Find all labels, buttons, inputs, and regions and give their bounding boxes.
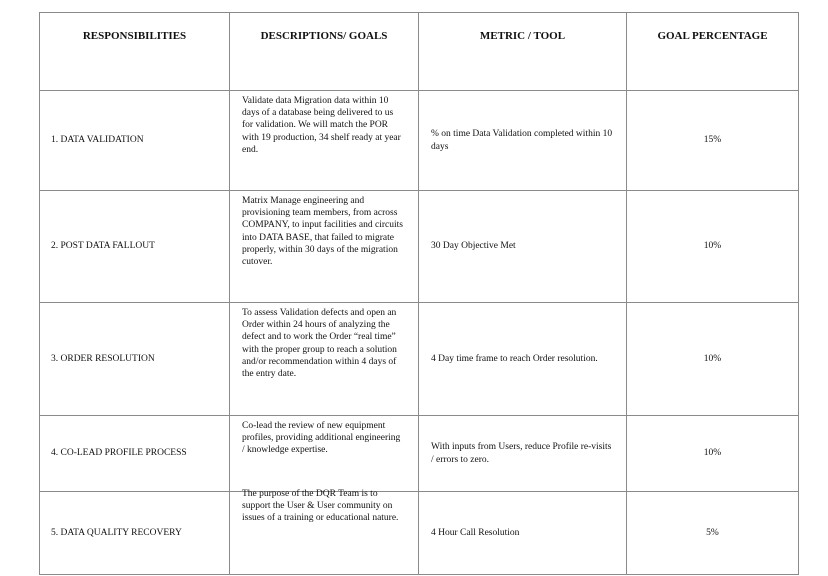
metric-cell: With inputs from Users, reduce Profile re-visits / errors to zero. bbox=[419, 416, 627, 492]
goal-percentage-cell: 15% bbox=[627, 91, 799, 191]
header-descriptions-goals bbox=[230, 13, 419, 91]
description-cell bbox=[230, 416, 419, 492]
goal-percentage-cell: 10% bbox=[627, 416, 799, 492]
responsibilities-table bbox=[39, 12, 799, 575]
description-text: Validate data Migration data within 10 days of a database being delivered to us for validation. We will match the POR with 19 production, 34 shelf ready at year end. bbox=[242, 96, 401, 155]
metric-cell: 30 Day Objective Met bbox=[419, 191, 627, 303]
metric-cell: 4 Day time frame to reach Order resolution. bbox=[419, 303, 627, 416]
table-row bbox=[40, 91, 799, 191]
goal-percentage-cell: 5% bbox=[627, 492, 799, 575]
description-text: Matrix Manage engineering and provisioning team members, from across COMPANY, to input facilities and circuits into DATA BASE, that failed to migrate properly, within 30 days of the migration cutover. bbox=[242, 196, 403, 268]
table-row bbox=[40, 303, 799, 416]
metric-cell: % on time Data Validation completed within 10 days bbox=[419, 91, 627, 191]
table-row bbox=[40, 492, 799, 575]
responsibility-cell: 5. DATA QUALITY RECOVERY bbox=[40, 492, 230, 575]
responsibility-cell: 2. POST DATA FALLOUT bbox=[40, 191, 230, 303]
responsibility-cell: 3. ORDER RESOLUTION bbox=[40, 303, 230, 416]
metric-cell: 4 Hour Call Resolution bbox=[419, 492, 627, 575]
description-text: The purpose of the DQR Team is to support the User & User community on issues of a training or educational nature. bbox=[242, 489, 399, 524]
description-text: Co-lead the review of new equipment profiles, providing additional engineering / knowledge expertise. bbox=[242, 421, 401, 456]
header-label: RESPONSIBILITIES bbox=[82, 30, 187, 42]
description-cell bbox=[230, 303, 419, 416]
header-label: DESCRIPTIONS/ GOALS bbox=[260, 30, 388, 42]
goal-percentage-cell: 10% bbox=[627, 191, 799, 303]
header-label: GOAL PERCENTAGE bbox=[657, 30, 768, 42]
table-row bbox=[40, 416, 799, 492]
header-row bbox=[40, 13, 799, 91]
description-cell bbox=[230, 191, 419, 303]
description-cell bbox=[230, 489, 419, 575]
header-goal-percentage bbox=[627, 13, 799, 91]
description-cell bbox=[230, 91, 419, 191]
responsibility-cell: 1. DATA VALIDATION bbox=[40, 91, 230, 191]
goal-percentage-cell: 10% bbox=[627, 303, 799, 416]
header-label: METRIC / TOOL bbox=[479, 30, 566, 42]
header-metric-tool bbox=[419, 13, 627, 91]
header-responsibilities bbox=[40, 13, 230, 91]
description-text: To assess Validation defects and open an Order within 24 hours of analyzing the defect and to work the Order “real time” with the proper group to reach a solution and/or recommendation within 4 days of the entry date. bbox=[242, 308, 397, 380]
table-row bbox=[40, 191, 799, 303]
responsibility-cell: 4. CO-LEAD PROFILE PROCESS bbox=[40, 416, 230, 492]
